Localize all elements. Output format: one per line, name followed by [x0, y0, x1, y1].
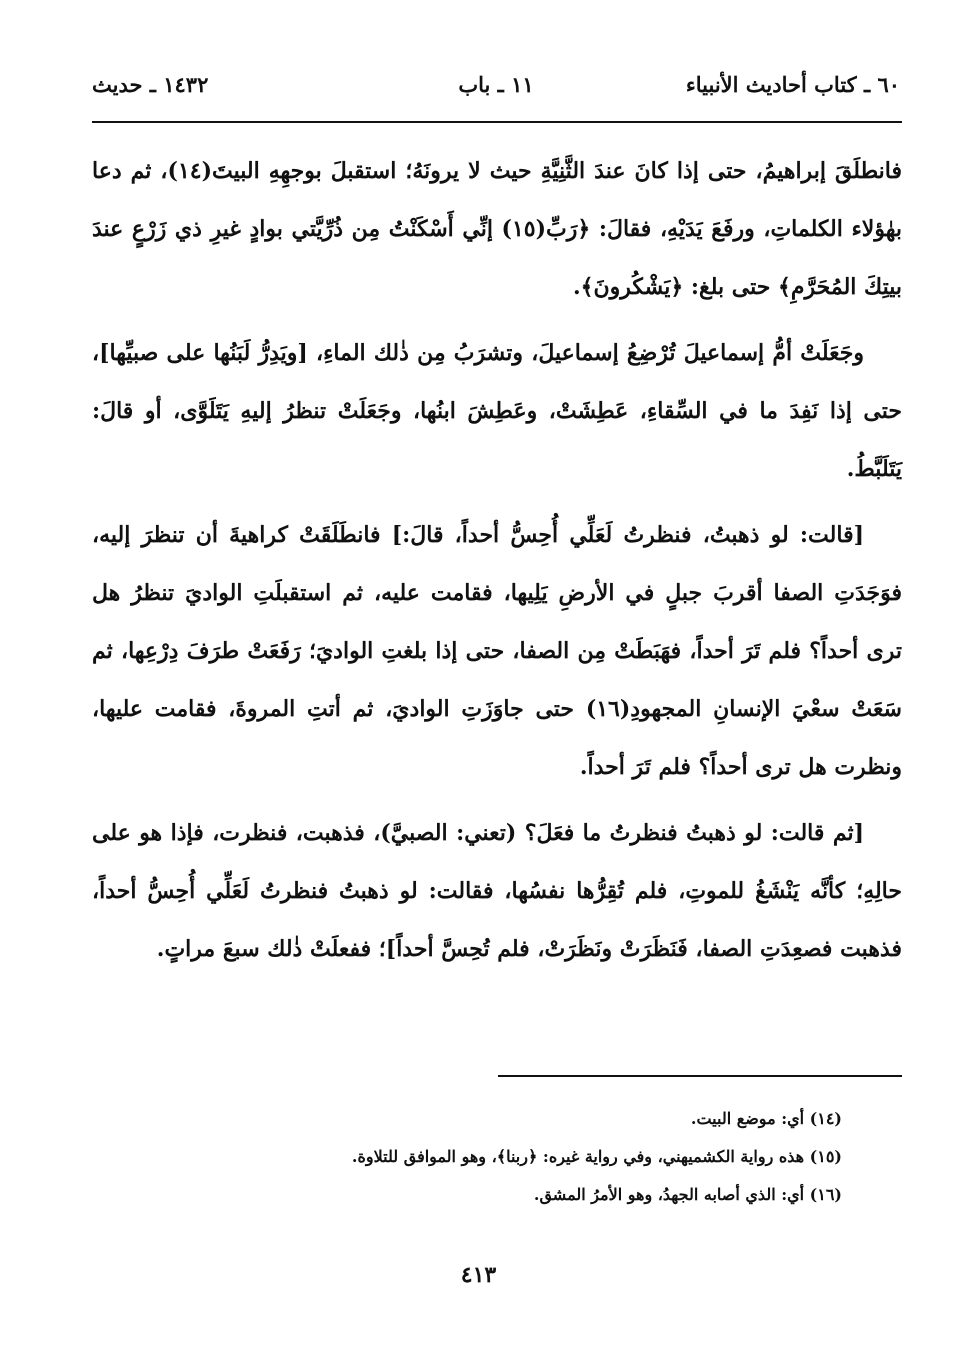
footnote-16: (١٦) أي: الذي أصابه الجهدُ، وهو الأمرُ المشق.	[533, 1185, 842, 1204]
header-hadith-number: ١٤٣٢ ـ حديث	[92, 72, 209, 97]
footnote-divider	[498, 1075, 902, 1077]
footnote-15: (١٥) هذه رواية الكشميهني، وفي رواية غيره: ﴿ربنا﴾، وهو الموافق للتلاوة.	[351, 1147, 842, 1166]
header-section: ١١ ـ باب	[458, 72, 534, 97]
header-chapter-title: ٦٠ ـ كتاب أحاديث الأنبياء	[685, 72, 900, 97]
main-text	[92, 142, 902, 986]
paragraph-3: [قالت: لو ذهبتُ، فنظرتُ لَعَلِّي أُحِسُّ أحداً، قالَ:] فانطَلَقَتْ كراهيةَ أن تنظرَ إليه، فوَجَدَتِ الصفا أقربَ جبلٍ في الأرضِ يَلِيها، فقامت عليه، ثم استقبلَتِ الواديَ تنظرُ هل ترى أحداً؟ فلم تَرَ أحداً، فهَبَطَتْ مِن الصفا، حتى إذا بلغتِ الواديَ؛ رَفَعَتْ طرَفَ دِرْعِها، ثم سَعَتْ سعْيَ الإنسانِ المجهودِ(١٦) حتى جاوَزَتِ الواديَ، ثم أتتِ المروةَ، فقامت عليها، ونظرت هل ترى أحداً؟ فلم تَرَ أحداً.	[92, 522, 902, 780]
paragraph-1: فانطلَقَ إبراهيمُ، حتى إذا كانَ عندَ الثَّنِيَّةِ حيث لا يرونَهُ؛ استقبلَ بوجهِهِ البيتَ(١٤)، ثم دعا بهٰؤلاء الكلماتِ، ورفَعَ يَدَيْهِ، فقالَ: ﴿رَبِّ(١٥) إنِّي أَسْكَنْتُ مِن ذُرِّيَّتي بوادٍ غيرِ ذي زَرْعٍ عندَ بيتِكَ المُحَرَّمِ﴾ حتى بلغ: ﴿يَشْكُرونَ﴾.	[92, 158, 902, 300]
footnote-14: (١٤) أي: موضع البيت.	[690, 1109, 842, 1128]
footnotes	[92, 1100, 842, 1214]
header-divider	[92, 121, 902, 123]
paragraph-2: وجَعَلَتْ أمُّ إسماعيلَ تُرْضِعُ إسماعيلَ، وتشرَبُ مِن ذٰلك الماءِ، [ويَدِرُّ لَبَنُها على صبيِّها]، حتى إذا نَفِدَ ما في السِّقاءِ، عَطِشَتْ، وعَطِشَ ابنُها، وجَعَلَتْ تنظرُ إليهِ يَتَلَوَّى، أو قالَ: يَتَلَبَّطُ.	[92, 340, 902, 482]
page-number: ٤١٣	[460, 1262, 497, 1288]
running-header	[92, 72, 900, 108]
paragraph-4: [ثم قالت: لو ذهبتُ فنظرتُ ما فعَلَ؟ (تعني: الصبيَّ)، فذهبت، فنظرت، فإذا هو على حالِهِ؛ كأنَّه يَنْشَغُ للموتِ، فلم تُقِرُّها نفسُها، فقالت: لو ذهبتُ فنظرتُ لَعَلِّي أُحِسُّ أحداً، فذهبت فصعِدَتِ الصفا، فَنَظَرَتْ ونَظَرَتْ، فلم تُحِسَّ أحداً]؛ ففعلَتْ ذٰلك سبعَ مراتٍ.	[92, 820, 902, 962]
